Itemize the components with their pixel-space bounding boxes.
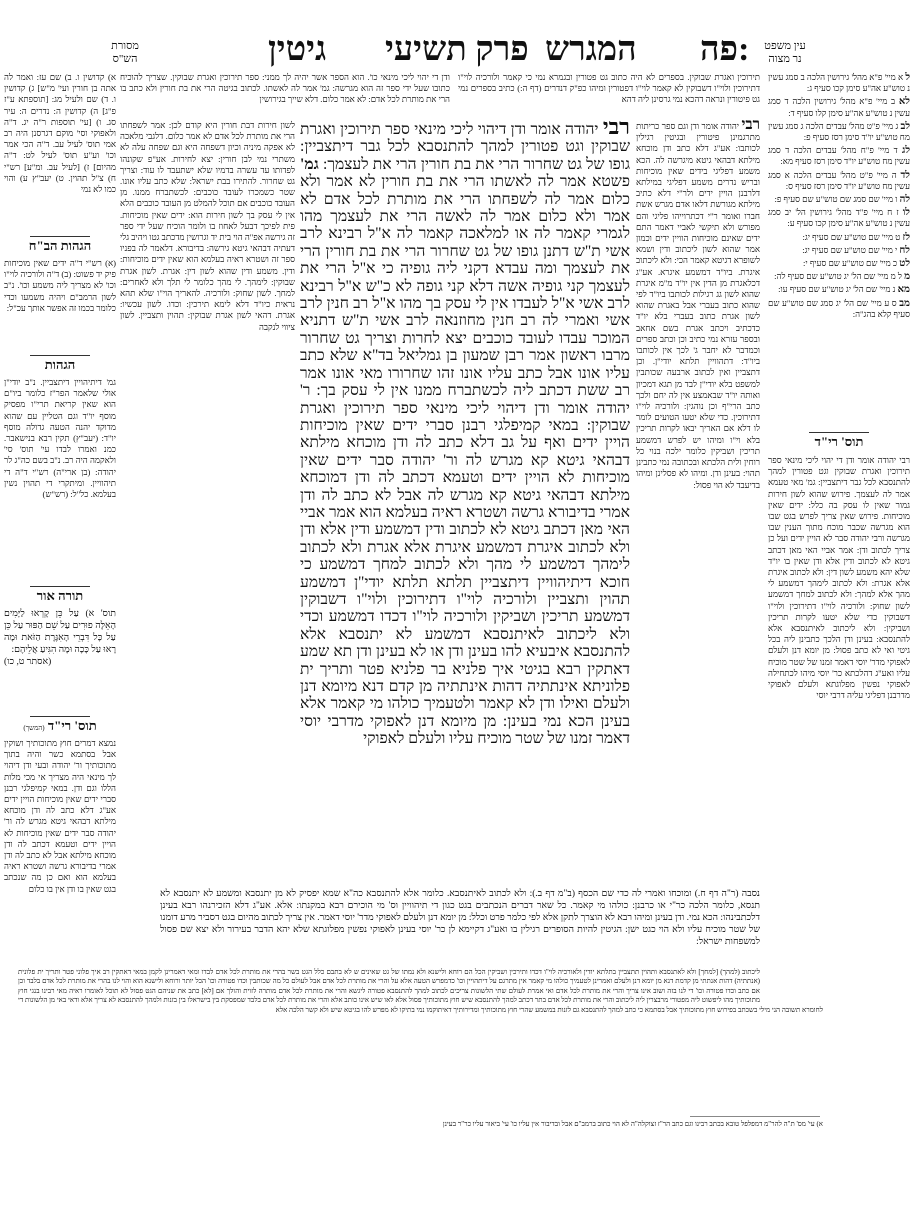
ein-mishpat-entry — [768, 284, 910, 295]
ein-mishpat-reference: ד מיי' פ"ח מהל' עבדים הלכה ד סמג עשין מח טוש"ע יו"ד סימן רסז סעיף מא: — [768, 145, 910, 167]
hagahot-title: הגהות — [44, 357, 76, 372]
ein-mishpat-number: לד — [900, 169, 910, 181]
hagahot-bach-header — [4, 236, 116, 254]
ein-mishpat-reference: ז ח מיי' פ"ד מהל' גירושין הל' יב סמג עשין נ טוש"ע אה"ע סימן קכו סעיף ע: — [768, 207, 910, 229]
torah-or-verse: תוס' א) עַל כֵּן קָרְאוּ לַיָּמִים הָאֵלֶּה פוּרִים עַל שֵׁם הַפּוּר עַל כֵּן עַל כָּל דִּבְרֵי הָאִגֶּרֶת הַזֹּאת וּמָה רָאוּ עַל כָּכָה וּמָה הִגִּיעַ אֲלֵיהֶם: — [4, 609, 116, 655]
tos-rid-right-text: רבי יהודה אומר ודן די יהוי ליכי מינאי ספר תירוכין ואגרת שבוקין וגט פטורין למהך להתנסבא לכל גבר דיתצביין: גמ' מאי טעמא אמר לה לעצמך. פירוש שהוא לשון חירות גמור שאין לו עסק בה כלל: ידים שאין מוכיחות. פירוש שאין צריך לפרש בגט שבו הוא מגרשה שכבר מוכח מתוך הענין שבו מגרשה ורבי יהודה סבר לא הויין ידים ועל כן צריך לכתוב ודן: אמר אביי האי מאן דכתב גיטא לא לכתוב ודין אלא ודן שאין בו יו"ד שלא יהא משמע לשון דין: ולא לכתוב איגרת אלא אגרת: ולא לכתוב לימהך דמשמע לי מהך אלא למהך: ולא לכתוב למחך דמשמע לשון שחוק: ולורכיה לוי"ו דתירוכין ולוי"ו דשבוקין כדי שלא יטעו לקרות תריכין ושביקין: ולא ליכתוב לאיתנסבא אלא להתנסבא: בעינן ודן הלכך כתבינן ליה בכל גיטי ואי לא כתב פסול: מן יומא דנן ולעלם לאפוקי מדר' יוסי דאמר זמנו של שטר מוכיח עליו ואע"ג דהלכתא כר' יוסי מיהו לכתחילה לאפוקי נפשין מפלוגתא ולעלם לאפוקי מדרבנן דפליגי עליה דרבי יוסי — [768, 455, 910, 701]
ein-mishpat-entry — [768, 207, 910, 229]
ein-mishpat-number: ל — [905, 72, 910, 83]
rashi-bottom: נסבה (ר"ה דף ח.) ומוכחו ואמרי לה כדי שם הכסף (ב"מ דף ב.): ולא לכתוב לאיתנסבא. כלומר אלא להתנסבא כה"א שמא יפסיק לא מן יתנסבא ומשמע לא יתנסבא לא תנסא, כלומר הלכה כר"י או כרבנן: כולהו מי קאמר. כל שאר דברים הנכתבים בגט כגון די תיהוויין וס' מי הוכירם רבא במקנתו: אלא. אע"ג דלא הזכירנהו רבא בעינן דלכתבינהו: הכא נמי. ודן בעינן ומיהו רבא לא הוצרך לתקן אלא לפי כלמר פרט וכלל: מן יומא דנן ולעלם לאפוקי מדר' יוסי דאמר. אין צריך לכתוב מהיום בגט דסביר מרע דומנו של שטר מוכיח עליו ולא הוי כגט ישן: הגיטין להיות הסופרים רגילין בו ואע"ג דקיימא לן כר' יוסי בעינן לאפוקי נפשין מפלוגתא שלא יהא הדבר בעירור ולא יצא שם פסול למשפחות ישראל: — [160, 889, 760, 947]
ein-mishpat-reference: ו מיי' שם סמג שם טוש"ע שם סעיף פ: — [774, 194, 898, 205]
ein-mishpat-entry — [768, 232, 910, 243]
ein-mishpat-label: עין משפט — [764, 40, 806, 52]
ein-mishpat-entry — [768, 298, 910, 320]
ein-mishpat-number: לז — [902, 231, 910, 243]
bottom-notes-lower — [18, 1006, 823, 1110]
gemara-main-text — [300, 114, 630, 748]
tosafot-column — [636, 120, 760, 882]
ein-mishpat-number: לו — [902, 207, 910, 219]
daf-number: פה: — [700, 31, 750, 68]
ein-mishpat-number: לט — [899, 258, 910, 270]
mesoret-header — [95, 40, 155, 66]
hashas-label: הש"ס — [112, 53, 138, 65]
ein-mishpat-entry — [768, 194, 910, 205]
chapter-name: המגרש — [545, 31, 637, 68]
torah-or-header — [4, 586, 116, 604]
mesoret-hashas-text: א) קדושין ו. ב) שם עז: ואמר לה אתה בן חורין ועי' מ"ש] ג) קדושין ו. ד) שם ולעיל מג: [תוספתא ע"ז פ"ג] ה) קדושין ה: נדרים ה: עיר סג. ו) [עי' תוספות ר"ה יג. ד"ה ולאפוקי וסי' מוקם דגרסנן היה רב אמי תוס' לעיל עב. ד"ה הכי אמר וכו' וע"ע תוס' לעיל לט: ד"ה מהיום] ז) [לעיל עב. ומ"ע] רש"י ח) צ"ל תהוין. ט) יעב"ץ ע) והוי כמו לא נמי — [4, 72, 116, 195]
ein-mishpat-number: לב — [900, 120, 910, 132]
ein-mishpat-entry — [768, 271, 910, 282]
footnote-rule — [690, 1116, 820, 1117]
ein-mishpat-reference: י מיי' שם טוש"ע שם סעיף יג: — [802, 244, 898, 255]
footnote: א) עי' מס' ת"ה להר"מ דמפלפל טובא בכתב רבינו וגם כתב הר"ז זצוקלה"ה לא הוי כתוב ברמב"ם אבל ובדיבור אין עליו כו' עי' ביאור עליו כר"ר בעינן — [442, 1120, 823, 1128]
mishnah-opening-word: רבי — [602, 114, 630, 139]
ein-mishpat-number: לח — [899, 244, 910, 256]
mesoret-label: מסורת — [111, 40, 139, 52]
ein-mishpat-reference: א מיי' פ"א מהל' גירושין הלכה ב סמג עשין נ טוש"ע אה"ע סימן קכו סעיף ג: — [768, 72, 910, 94]
ein-mishpat-number: מא — [897, 284, 910, 296]
bottom-notes-upper — [18, 968, 760, 1006]
ein-mishpat-header — [755, 40, 815, 66]
ein-mishpat-entry — [768, 245, 910, 256]
ein-mishpat-number: לה — [899, 194, 910, 206]
ein-mishpat-column — [768, 72, 910, 432]
ein-mishpat-reference: ט מיי' שם טוש"ע שם סעיף יג: — [802, 231, 901, 242]
ein-mishpat-reference: ה מיי' פ"ט מהל' עבדים הלכה א סמג עשין מח טוש"ע יו"ד סימן רסז סעיף ס: — [768, 169, 910, 191]
tos-rid-left-header — [4, 716, 116, 736]
ein-mishpat-reference: ג מיי' פ"ט מהל' עבדים הלכה ג סמג עשין מח טוש"ע יו"ד סימן רסז סעיף פ: — [768, 120, 910, 143]
torah-or-source: (אסתר ט, כו) — [4, 657, 52, 667]
hagahot-bach-title: הגהות הב"ח — [28, 238, 92, 253]
ein-mishpat-reference: ל מ מיי' שם הל' יג טוש"ע שם סעיף לה: — [774, 271, 902, 282]
torah-or-text — [4, 608, 116, 678]
ner-mitzvah-label: נר מצוה — [768, 53, 802, 65]
tos-rid-left-note: (המשך) — [23, 724, 45, 732]
rashi-column: לשון חירות דבת חורין היא קודם לכן: אמר לשפחתו הרי את מותרת לכל אדם לא אמר כלום. דלגבי מלאכה לא אפקה מיניה וכיון דשפחה היא וגם שפחה עלה לא משתרי נמי לבן חורין: יצא לחירות. אע"פ שקונהו לפדותו עד עשרה בדמיו שלא ישתעבד לו עוד: וצריך גט שחרור. להתירו בבת ישראל: שלא כתב עליו אונו. שטר כשמכרו לעובד כוכבים: לכשתברח ממנו. מן העובד כוכבים אם תוכל להמלט מן העובד כוכבים הלא אין לי עסק בך לשון חירות הוא: ידים שאין מוכיחות. פית לפיכך דבעל לאחוז בו ולומר הוכיח שעל ידי ספר זה גירשה אפ"ה הוי בית יד וגרושין מדכתב גטו ויהיב גלי דעתיה דבהאי גיטא גירשה: בדיבורא. דלאמר לה בפניו ספר זה ושטרא ראיה בעלמא הוא שאין ידים מוכיחות: ודין. משמע ודין שהוא לשון דין: אגרת. לשון אגרת שבוקין: לימהך. לי מהך כלומר לי תלך ולא לאחרים: למחך. לשון שחוק: ולורכיה. להאריך הוי"ו שלא תהא נראית כיו"ד דלא לימא תירכין: וכדו. לשון עכשיו: אגרת. דהאי לשון אגרת שבוקין: תהוין ותצביין. לשון ציווי לנקבה — [120, 120, 295, 332]
ein-mishpat-entry — [768, 72, 910, 94]
hagahot-bach-text: (א) רש"י ד"ה ידים שאין מוכיחות פיק יד פשוט: (ב) ד"ה ולורכיה לוי"ו וכו' לא מצריך ליה משמע וכו'. נ"ב לשון הרמב"ם ויהיה משמעו וכדי כלומר בכמו זה אפשר אותך עכ"ל: — [4, 258, 116, 313]
ein-mishpat-reference: כ מיי' שם טוש"ע שם סעיף י: — [803, 258, 898, 269]
gemara-label: גמ' — [300, 155, 319, 173]
ein-mishpat-entry — [768, 121, 910, 143]
tosafot-top: תירוכין ואגרת שבוקין. בספרים לא היה כתוב גט פטורין ובגמרא נמי כי קאמר ולורכיה לוי"ו דתירוכין ולוי"ו דשבוקין לא קאמר לוי"ו דפטורין ומיהו כפ"ק דנדרים (דף ה:) כתיב בספרים נמי גט פיטורין ונראה דהכא נמי גרסינן ליה דהא — [458, 72, 760, 105]
ein-mishpat-number: לא — [898, 96, 910, 108]
ein-mishpat-entry — [768, 170, 910, 192]
bottom-notes-text: ליכתוב (למהך) [למחך] ולא לאתנסבא ותהוין תתצביין בתלתא יודין ולאורכיה לוי"ו דכדו ותירכין ושביקין הכל הם רוחא ולישנא ולא נמתו של גט שאינים ש לא בתבם כלל הגט בשר בהרי את מותרת לכל אדם לבדו ומאי דאמרינן לקמן במאי דאתקין רב איך פלוני פטר ותריך ית פלונית (אנתתיה) דהות אנתתי מן קדמת דנא מן יומא דנן ולעלם ואמרינן לטעמיך כולהו מי קאמר אין מתרגם על דיתהויין וכו' כדמפרש הטעה אלא על והרי את מותרת לכל אדם אבל לעולם כל מה שכותבין וכדו פטורה וכו' הכל יותר ורוחא ולישנא הוא והוי לנו בהרי את מותרת לכל אדם בלבד וכן אם כתב וכדו פטורה וכו' די לנו בזה ושוב אינו צריך והרי את מותרת לכל אדם ואי אמרת לעולם שתי הלשונות צריכים לכתוב למהך להתנסבא פטורה ליגשא והרי את מותרת לכל אדם מותרה לזוית והולך אם [לא] כתב את שניהם הגט פסול לא תוכל לאומרו ראיה מאי רבינו בנגי חוץ מתוכותיך מהו ליפשוט ליה מפטורי מרבצרין ליה ליכתוב והרי את מותרת לכל אדם בתר דכתב למהך להתנסבא שיש חוץ מתוכותיך פסול אלא לאו שיש אינו כותב אלא והרי את מותרת לכל אדם בלבד שמפסקת בין בישראלו בין בזנות ולמהך להתנסבא לא צריך אלא ודאי באי מן הלשונות די — [18, 968, 760, 1005]
tos-rid-left-text: נמצא דמרים חוץ מתוכותיך ושוקין אבל בסתמא כשר והיה בתוך מתוכותיך ור' יהודה ובעי ודן דיהוי לך מינאי היה מצריך אי מכי מלות הללו וגם ודן. במאי קמיפלגי רבנן סברי ידים שאין מוכיחות הויין ידים אע"ג דלא כתב לה ודן מוכחא מילתא דבהאי גיטא מגרש לה ור' יהודה סבר ידים שאין מוכיחות לא הויין ידים וטעמא דכתב לה ודן מוכחא מילתא אבל לא כתב לה ודן אמרי בדיבורא גרשה ושטרא ראיה בעלמא הוא ואם כן מה שנכתב בגט שאין בו ודן אין בו כלום — [4, 738, 116, 894]
hagahot-header — [4, 355, 116, 373]
ein-mishpat-entry — [768, 96, 910, 118]
ein-mishpat-number: לג — [902, 145, 910, 157]
ein-mishpat-reference: נ מיי' שם הל' יג טוש"ע שם סעיף עו: — [778, 284, 896, 295]
tos-rid-left-title: תוס' רי"ד — [47, 718, 97, 733]
bottom-notes-text-continued: לחומרא תשובה הני מילי בשכתב בפירוש חוץ מתוכותיך אבל בסתמא כי כתב למהך להתנסבא גם לזנות במשמע שהרי חוץ מתוכותיך ומדירותיך דאיתוקמו נמי בתיקו לא מפרש להו בגיטא שיש ולא קשר הלכה אלא — [275, 1006, 823, 1014]
ein-mishpat-reference: ס ע מיי' שם הל' יג סמג שם טוש"ע שם סעיף קלא בהג"ה: — [768, 297, 910, 319]
chapter-number: פרק תשיעי — [385, 31, 529, 68]
ein-mishpat-reference: ב מיי' פ"א מהל' גירושין הלכה ד סמג עשין נ טוש"ע אה"ע סימן קלו סעיף ד: — [768, 96, 910, 118]
hagahot-text: גמ' דיתיהויין דיתצביין. נ"ב יודי"ן אולי שלאמר הפר"ז כלומר ביו"ם הוא שאין קריאת תרי"ו מפסיק מוסף יו"ד וגם הטליין עם שהוא מדוקד יהנה הטעה גדולה מוסף יו"ד: (יעב"ץ) תקין רבא בנישאבר. כמנ ואמרו לבדו עי' תוס' סי' ולאקמה היה רב. נ"ב בשם כה"ג לר יהודה: (בן ארי"ה) רש"י ד"ה די תיהוויין. ומיתקרי די תהוין נשין בעלמא. כל"ל: (רש"ש) — [4, 377, 116, 500]
ein-mishpat-entry — [768, 258, 910, 269]
tractate-name: גיטין — [268, 31, 327, 68]
tos-rid-right-header — [768, 432, 910, 450]
torah-or-title: תורה אור — [36, 588, 84, 603]
ein-mishpat-number: מב — [899, 297, 910, 309]
tosafot-text: יהודה אומר ודן וגם ספר כריתות מתרגמינן פיטורין ובגיטין רגילין לכותבו: אע"ג דלא כתב ודן מוכחא מילתא דבהאי גיטא מיגרשה לה. הכא משמע דפליגי בידים שאין מוכיחות ובריש נדרים משמע דפליגי במילתא דלרבנן הויין ידים ולר"י דלא כתיב מילתא מגורשת דלאו אדם מגרש אשת חברו ואומר ר"י דכתרוייהו פליגי והם מפורש ולא תיקשי לאביי דאמר התם ידים שאינם מוכיחות הוויין ידים וכמון אמר שהוא לשון ליכתוב ודין ושמא לשופרא דגיטא קאמר הכי: ולא ליכתוב איגרת. ביו"ד דמשמע איגרא. אע"ג דכלאגרת מן הדין אין יו"ד מ"מ איגרת שהוא לשון גג רגילות לכותבו ביו"ד לפי שהוא כתוב בעברי אבל באגרת שהוא לשון אגרת כתוב בעברי בלא יו"ד כדכתיב ויכתב אגרת בשם אחאב ובספר עזרא נמי כתיב וכן וכתב ספרים וכמדבר לא יחבר ג' לכך אין לכותבו ביו"ד: דתהוויין תלתא יודי"ן. וכן דתצביין ואין לכתוב ארבעה שכותבין למשפט בלא יודי"ן לבד מן תגא דמכיון ואותה יו"ד שבאמצע אין לה יחם ולכך כתב הרי"ף וכן נוהגין: ולורכיה לוי"ו דתירוכין. כדי שלא יטעו הטועים לומר לו דלא אם האריך יבאו לקרות תריכין בלא וי"ו ומיהו יש לפרש דמשמע תריכין ושביקין כלומר ילכה בנוי כל רוחין ולית הלכתא ובכתובה נמי כתבינן תהוי: בעינן ודן. ומיהו לא פסלינן ומיהו בדיעבד לא הוי פסול: — [636, 121, 760, 490]
ein-mishpat-entry — [768, 145, 910, 167]
gemara-text: פשטא אמר לה לאשתו הרי את בת חורין לא אמר ולא כלום אמר לה לשפחתו הרי את מותרת לכל אדם לא אמר ולא כלום אמר לה לאשה הרי את לעצמך מהו לגמרי קאמר לה או למלאכה קאמר לה א"ל רבינא לרב אשי ת"ש דתנן גופו של גט שחרור הרי את בת חורין הרי את לעצמך ומה עבדא דקני ליה גופיה כי א"ל הרי את לעצמך קני גופיה אשה דלא קני גופה לא כ"ש א"ל רבינא לרב אשי א"ל לעבדו אין לי עסק בך מהו א"ל רב חנין לרב אשי ואמרי לה רב חנין מחוזנאה לרב אשי ת"ש דתניא המוכר עבדו לעובד כוכבים יצא לחרות וצריך גט שחרור מרבו ראשון אמר רבן שמעון בן גמליאל בד"א שלא כתב עליו אונו אבל כתב עליו אונו זהו שחרורו מאי אונו אמר רב ששת דכתב ליה לכשתברח ממנו אין לי עסק בך: ר' יהודה אומר ודן דיהוי ליכי מינאי ספר תירוכין ואגרת שבוקין: במאי קמיפלגי רבנן סברי ידים שאין מוכיחות הויין ידים ואף על גב דלא כתב לה ודן מוכחא מילתא דבהאי גיטא קא מגרש לה ור' יהודה סבר ידים שאין מוכיחות לא הויין ידים וטעמא דכתב לה ודן דמוכחא מילתא דבהאי גיטא קא מגרש לה אבל לא כתב לה ודן אמרי בדיבורא גרשה ושטרא ראיה בעלמא הוא אמר אביי האי מאן דכתב גיטא לא לכתוב ודין דמשמע ודין אלא ודן ולא לכתוב איגרת דמשמע איגרת אלא אגרת ולא לכתוב לימהך דמשמע לי מהך ולא לכתוב למחך דמשמע כי חוכא דיתיהוויין דיתצביין תלתא תלתא יודי"ן דמשמע תהוין ותצביין ולורכיה לוי"ו דתירוכין ולוי"ו דשבוקין דמשמע תריכין ושביקין ולורכיה לוי"ו דכדו דמשמע וכדי ולא ליכתוב לאיתנסבא דמשמע לא יתנסבא אלא להתנסבא איבעיא להו בעינן ודן או לא בעינן ודן תא שמע דאתקין רבא בגיטי איך פלניא בר פלניא פטר ותריך ית פלוניתא אינתתיה דהות אינתתיה מן קדם דנא מיומא דנן ולעלם ואילו ודן לא קאמר ולטעמיך כולהו מי קאמר אלא בעינן הכא נמי בעינן: מן מיומא דנן לאפוקי מדרבי יוסי דאמר זמנו של שטר מוכיח עליו ולעלם לאפוקי — [300, 173, 630, 748]
tos-rid-title: תוס' רי"ד — [814, 434, 864, 449]
mishnah-text: יהודה אומר ודן דיהוי ליכי מינאי ספר תירוכין ואגרת שבוקין וגט פטורין למהך להתנסבא לכל גבר דיתצביין: גופו של גט שחרור הרי את בת חורין הרי את לעצמך: — [300, 121, 630, 173]
rashi-top: ודן די יהוי ליכי מינאי כו'. הוא הספר אשר יהיה לך ממני: ספר תירוכין ואגרת שבוקין. שצריך להוכיח כתובו שעל ידי ספר זה הוא מגרשה: גמ' אמר לה לאשתו. לכתוב בגיטה הרי את בת חורין ולא כתב בו הרי את מותרת לכל אדם: לא אמר כלום. דלא שייך בגירושין — [120, 72, 450, 105]
tosafot-opening-word: רבי — [741, 120, 760, 133]
ein-mishpat-number: מ — [904, 271, 910, 283]
